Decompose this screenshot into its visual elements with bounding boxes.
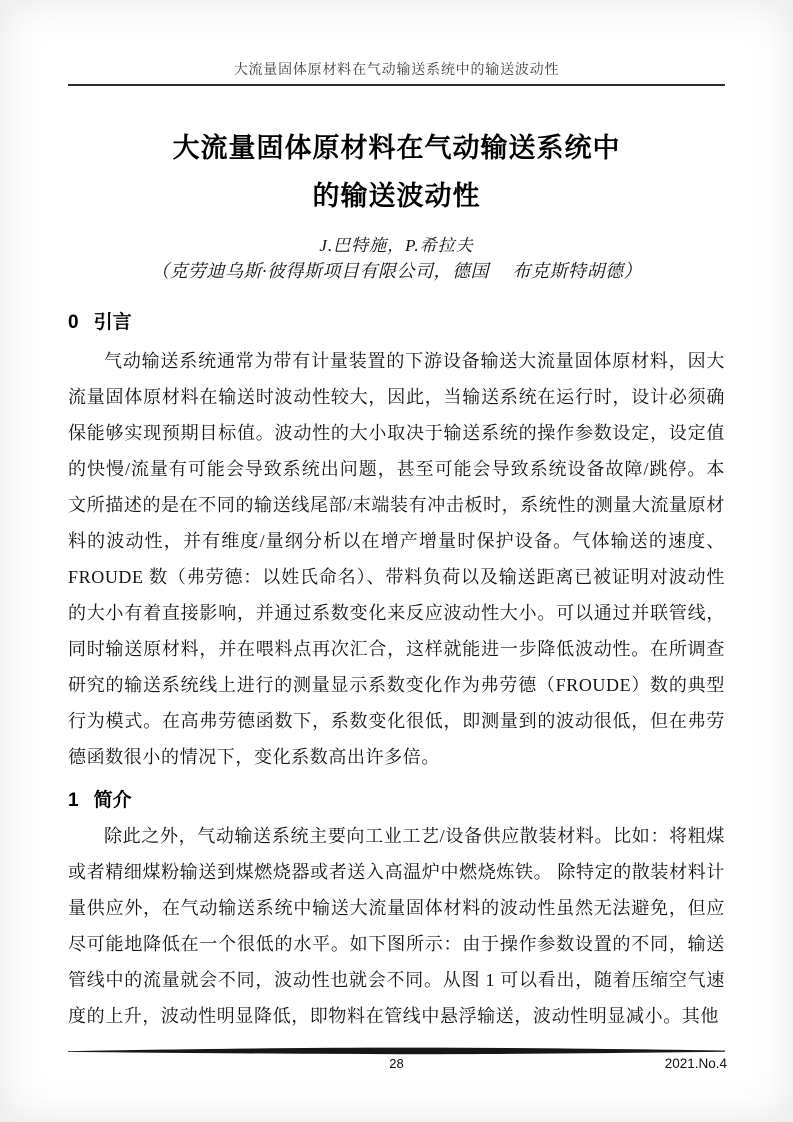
article-title-line1: 大流量固体原材料在气动输送系统中 xyxy=(172,133,621,163)
section-1-heading xyxy=(68,789,132,813)
article-title xyxy=(0,124,793,220)
section-1-paragraph: 除此之外，气动输送系统主要向工业工艺/设备供应散装材料。比如：将粗煤或者精细煤粉输送到煤燃烧器或者送入高温炉中燃烧炼铁。 除特定的散装材料计量供应外，在气动输送系统中输送大流量固体材料的波动性虽然无法避免，但应尽可能地降低在一个很低的水平。如下图所示：由于操作参数设置的不同，输送管线中的流量就会不同，波动性也就会不同。从图 1 可以看出，随着压缩空气速度的上升，波动性明显降低，即物料在管线中悬浮输送，波动性明显减小。其他 xyxy=(68,826,725,1026)
page-number: 28 xyxy=(389,1056,404,1071)
running-header: 大流量固体原材料在气动输送系统中的输送波动性 xyxy=(233,63,560,78)
section-1-number: 1 xyxy=(68,790,79,811)
affiliation-line: （克劳迪乌斯·彼得斯项目有限公司，德国 布克斯特胡德） xyxy=(151,261,642,281)
footer-rule xyxy=(68,1047,725,1056)
authors-line: J.巴特施，P.希拉夫 xyxy=(319,236,474,255)
section-0-title: 引言 xyxy=(93,312,132,333)
section-0-number: 0 xyxy=(68,312,79,333)
issue-label: 2021.No.4 xyxy=(664,1056,727,1071)
section-0-paragraph: 气动输送系统通常为带有计量装置的下游设备输送大流量固体原材料，因大流量固体原材料在输送时波动性较大，因此，当输送系统在运行时，设计必须确保能够实现预期目标值。波动性的大小取决于输送系统的操作参数设定，设定值的快慢/流量有可能会导致系统出问题，甚至可能会导致系统设备故障/跳停。本文所描述的是在不同的输送线尾部/末端装有冲击板时，系统性的测量大流量原材料的波动性，并有维度/量纲分析以在增产增量时保护设备。气体输送的速度、FROUDE 数（弗劳德：以姓氏命名）、带料负荷以及输送距离已被证明对波动性的大小有着直接影响，并通过系数变化来反应波动性大小。可以通过并联管线，同时输送原材料，并在喂料点再次汇合，这样就能进一步降低波动性。在所调查研究的输送系统线上进行的测量显示系数变化作为弗劳德（FROUDE）数的典型行为模式。在高弗劳德函数下，系数变化很低，即测量到的波动很低，但在弗劳德函数很小的情况下，变化系数高出许多倍。 xyxy=(68,351,725,767)
header-rule xyxy=(68,84,725,86)
article-title-line2: 的输送波动性 xyxy=(312,181,481,211)
section-0-heading xyxy=(68,311,132,335)
section-1-title: 简介 xyxy=(93,790,132,811)
